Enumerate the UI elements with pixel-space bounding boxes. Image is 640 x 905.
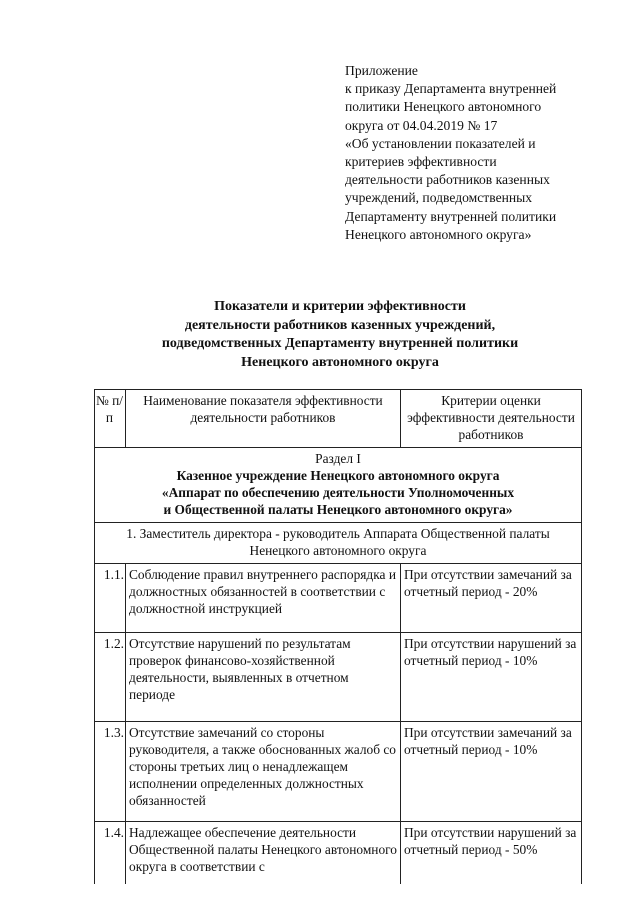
table-row xyxy=(95,564,582,633)
row-num: 1.4. xyxy=(95,822,126,885)
subsection-row xyxy=(95,523,582,564)
annex-line: политики Ненецкого автономного xyxy=(345,99,542,115)
section-label: Раздел I xyxy=(315,451,361,466)
section-cell xyxy=(95,448,582,523)
row-name: Соблюдение правил внутреннего распорядка и должностных обязанностей в соответствии с должностной инструкцией xyxy=(126,564,401,633)
annex-line: критериев эффективности xyxy=(345,154,497,170)
title-line: деятельности работников казенных учреждений, xyxy=(184,317,496,333)
document-title xyxy=(0,298,640,372)
title-line: Ненецкого автономного округа xyxy=(241,354,439,370)
row-name: Надлежащее обеспечение деятельности Общественной палаты Ненецкого автономного округа в соответствии с xyxy=(126,822,401,885)
header-name: Наименование показателя эффективности деятельности работников xyxy=(126,390,401,448)
row-name: Отсутствие нарушений по результатам проверок финансово-хозяйственной деятельности, выявленных в отчетном периоде xyxy=(126,633,401,722)
title-line: Показатели и критерии эффективности xyxy=(214,299,466,314)
table-row xyxy=(95,633,582,722)
title-line: подведомственных Департаменту внутренней политики xyxy=(161,336,519,352)
row-criteria: При отсутствии замечаний за отчетный период - 10% xyxy=(401,722,582,822)
row-num: 1.3. xyxy=(95,722,126,822)
annex-line: округа от 04.04.2019 № 17 xyxy=(345,117,498,133)
header-criteria: Критерии оценки эффективности деятельности работников xyxy=(401,390,582,448)
section-title-line: Казенное учреждение Ненецкого автономного округа xyxy=(176,468,500,483)
table-row xyxy=(95,822,582,885)
indicators-table xyxy=(94,389,582,884)
row-criteria: При отсутствии замечаний за отчетный период - 20% xyxy=(401,564,582,633)
annex-line: учреждений, подведомственных xyxy=(345,190,533,206)
row-num: 1.2. xyxy=(95,633,126,722)
annex-line: деятельности работников казенных xyxy=(345,172,550,188)
row-criteria: При отсутствии нарушений за отчетный период - 50% xyxy=(401,822,582,885)
annex-block xyxy=(345,62,635,244)
section-title-line: и Общественной палаты Ненецкого автономного округа» xyxy=(163,502,513,517)
annex-line: «Об установлении показателей и xyxy=(345,135,536,151)
table-header-row xyxy=(95,390,582,448)
annex-line: Ненецкого автономного округа» xyxy=(345,226,532,242)
subsection-title: 1. Заместитель директора - руководитель Аппарата Общественной палаты Ненецкого автономного округа xyxy=(95,523,582,564)
annex-line: Департаменту внутренней политики xyxy=(345,208,557,224)
row-num: 1.1. xyxy=(95,564,126,633)
annex-line: Приложение xyxy=(345,63,418,78)
table-row xyxy=(95,722,582,822)
row-criteria: При отсутствии нарушений за отчетный период - 10% xyxy=(401,633,582,722)
section-title-line: «Аппарат по обеспечению деятельности Уполномоченных xyxy=(161,485,515,500)
section-row xyxy=(95,448,582,523)
annex-line: к приказу Департамента внутренней xyxy=(345,81,557,97)
header-num: № п/п xyxy=(95,390,126,448)
row-name: Отсутствие замечаний со стороны руководителя, а также обоснованных жалоб со стороны третьих лиц о ненадлежащем исполнении определенных должностных обязанностей xyxy=(126,722,401,822)
